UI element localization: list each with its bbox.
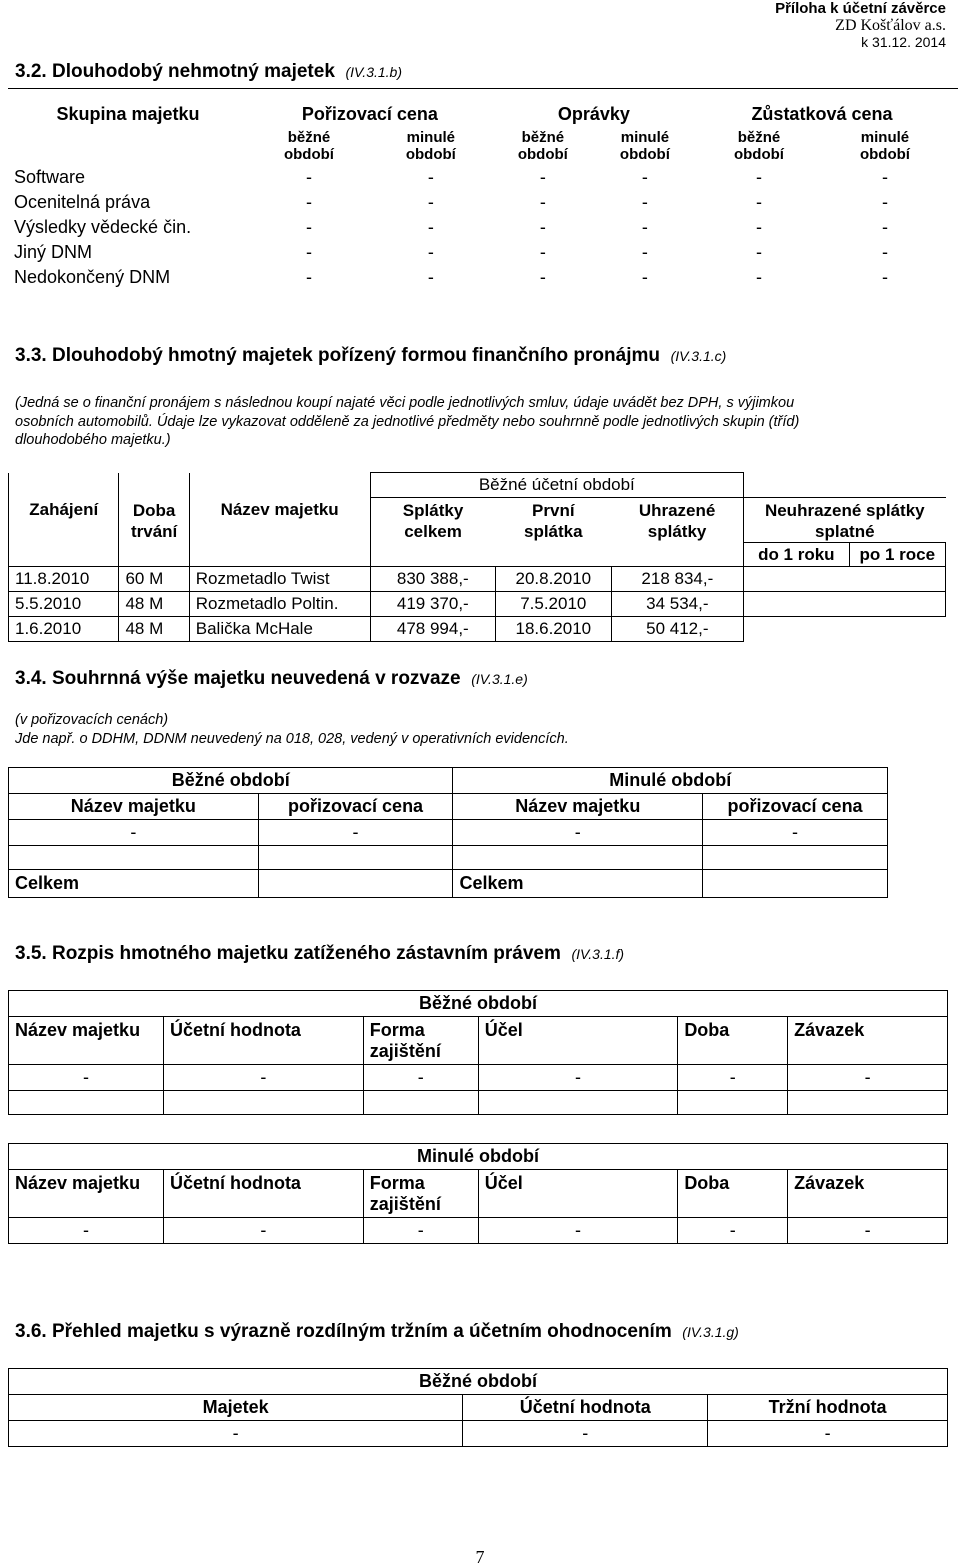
note-line: Jde např. o DDHM, DDNM neuvedený na 018, 028, vedený v operativních evidencích. — [15, 730, 569, 747]
table-row — [9, 1065, 948, 1091]
header-title: Příloha k účetní závěrce — [775, 0, 946, 17]
page-number: 7 — [475, 1547, 485, 1567]
table-cell: splatné — [815, 522, 875, 541]
pledged-current-table — [8, 990, 948, 1115]
table-row — [8, 165, 948, 190]
table-cell — [9, 1091, 164, 1115]
table-cell: - — [478, 1065, 678, 1091]
sub-prev — [370, 127, 492, 165]
table-cell: 50 412,- — [611, 617, 744, 642]
table-cell: Jiný DNM — [14, 242, 93, 262]
period-previous: Minulé období — [9, 1144, 948, 1170]
sub-cur — [492, 127, 594, 165]
table-cell: Rozmetadlo Twist — [189, 567, 370, 592]
table-cell — [9, 473, 119, 498]
table-cell: Nedokončený DNM — [14, 267, 171, 287]
table-row — [8, 215, 948, 240]
table-cell: - — [9, 820, 259, 846]
table-cell: - — [539, 267, 546, 287]
table-cell: - — [641, 192, 648, 212]
table-cell: běžné — [737, 129, 781, 146]
table-row — [9, 1369, 948, 1395]
table-cell: - — [788, 1218, 948, 1244]
section-3-2-title — [15, 61, 402, 83]
period-current: Běžné období — [9, 991, 948, 1017]
table-cell: minulé — [406, 129, 456, 146]
table-cell: - — [539, 192, 546, 212]
table-cell — [453, 846, 703, 870]
table-cell: celkem — [404, 522, 462, 541]
col-name: Název majetku — [189, 498, 370, 543]
table-cell: 20.8.2010 — [496, 567, 611, 592]
table-cell — [478, 1091, 678, 1115]
section-3-3-note — [15, 394, 945, 450]
col-duration — [119, 498, 189, 543]
intangible-assets-table — [8, 102, 948, 290]
table-cell — [678, 1091, 788, 1115]
col-cost: Pořizovací cena — [301, 104, 438, 124]
table-cell: 7.5.2010 — [496, 592, 611, 617]
table-cell: - — [703, 820, 888, 846]
header-date: k 31.12. 2014 — [861, 34, 946, 50]
table-cell: 478 994,- — [370, 617, 496, 642]
table-cell: - — [453, 820, 703, 846]
section-ref: (IV.3.1.f) — [571, 946, 625, 962]
table-cell — [189, 543, 370, 567]
table-row — [9, 543, 946, 567]
table-cell: - — [427, 217, 434, 237]
table-cell: Splátky — [402, 501, 464, 520]
table-row — [8, 265, 948, 290]
col-form — [363, 1017, 478, 1065]
table-row — [9, 1421, 948, 1447]
total-label: Celkem — [9, 870, 259, 898]
table-cell: - — [305, 192, 312, 212]
table-cell: Ocenitelná práva — [14, 192, 151, 212]
col-paid — [611, 498, 744, 543]
col-name: Název majetku — [9, 1017, 164, 1065]
table-cell — [703, 870, 888, 898]
table-cell: období — [405, 146, 456, 163]
table-cell: - — [641, 217, 648, 237]
table-cell: - — [755, 267, 762, 287]
table-cell: splátka — [524, 522, 583, 541]
col-cost: pořizovací cena — [703, 794, 888, 820]
market-value-table — [8, 1368, 948, 1447]
table-cell: - — [305, 242, 312, 262]
table-cell: - — [881, 192, 888, 212]
table-cell: Balička McHale — [189, 617, 370, 642]
table-cell: - — [305, 267, 312, 287]
section-ref: (IV.3.1.b) — [345, 64, 402, 80]
table-cell: - — [305, 217, 312, 237]
table-cell — [703, 846, 888, 870]
table-row — [9, 473, 946, 498]
col-market-value: Tržní hodnota — [708, 1395, 948, 1421]
table-cell: - — [881, 167, 888, 187]
table-cell: Uhrazené — [638, 501, 716, 520]
table-cell: - — [9, 1421, 463, 1447]
table-cell: - — [9, 1218, 164, 1244]
table-cell: - — [755, 242, 762, 262]
table-cell — [496, 543, 611, 567]
table-row — [9, 567, 946, 592]
table-cell — [744, 473, 849, 498]
col-after-year: po 1 roce — [849, 543, 945, 567]
col-start: Zahájení — [9, 498, 119, 543]
table-cell — [849, 567, 945, 592]
table-cell: Doba — [132, 500, 176, 520]
col-duration: Doba — [678, 1170, 788, 1218]
sub-cur — [248, 127, 370, 165]
table-cell: - — [881, 267, 888, 287]
col-unpaid — [744, 498, 946, 543]
table-cell — [788, 1091, 948, 1115]
note-line: dlouhodobého majetku.) — [15, 432, 171, 448]
col-duration: Doba — [678, 1017, 788, 1065]
table-cell: Rozmetadlo Poltin. — [189, 592, 370, 617]
table-cell — [119, 473, 189, 498]
table-cell: - — [881, 217, 888, 237]
table-cell: - — [163, 1218, 363, 1244]
section-3-6-title — [15, 1321, 739, 1343]
period-current: Běžné období — [9, 1369, 948, 1395]
table-cell: 830 388,- — [370, 567, 496, 592]
table-row — [9, 794, 888, 820]
col-first — [496, 498, 611, 543]
table-cell — [258, 846, 453, 870]
table-cell: - — [755, 167, 762, 187]
off-balance-table — [8, 767, 888, 898]
section-title-text: 3.3. Dlouhodobý hmotný majetek pořízený formou finančního pronájmu — [15, 345, 660, 366]
table-cell: - — [363, 1218, 478, 1244]
table-cell: 34 534,- — [611, 592, 744, 617]
sub-cur — [696, 127, 822, 165]
table-cell: - — [427, 167, 434, 187]
section-title-text: 3.2. Dlouhodobý nehmotný majetek — [15, 61, 335, 82]
table-cell — [189, 473, 370, 498]
col-book-value: Účetní hodnota — [163, 1017, 363, 1065]
total-label: Celkem — [453, 870, 703, 898]
table-cell: zajištění — [369, 1041, 441, 1061]
table-cell — [163, 1091, 363, 1115]
table-cell: 11.8.2010 — [9, 567, 119, 592]
note-line: (v pořizovacích cenách) — [15, 712, 169, 728]
table-cell: - — [539, 167, 546, 187]
table-cell: - — [708, 1421, 948, 1447]
table-cell: minulé — [860, 129, 910, 146]
table-cell: - — [755, 217, 762, 237]
table-cell: Software — [14, 167, 86, 187]
sub-prev — [594, 127, 696, 165]
table-cell: splátky — [647, 522, 707, 541]
note-line: (Jedná se o finanční pronájem s následnou koupí najaté věci podle jednotlivých smluv, údaje uvádět bez DPH, s výjimkou — [15, 395, 795, 411]
table-cell: 18.6.2010 — [496, 617, 611, 642]
table-row — [9, 592, 946, 617]
section-title-text: 3.5. Rozpis hmotného majetku zatíženého zástavním právem — [15, 943, 561, 964]
table-cell: 218 834,- — [611, 567, 744, 592]
table-cell: Neuhrazené splátky — [764, 501, 925, 520]
section-title-text: 3.4. Souhrnná výše majetku neuvedená v rozvaze — [15, 668, 461, 689]
table-cell: období — [517, 146, 568, 163]
divider — [8, 88, 958, 89]
table-row — [9, 1170, 948, 1218]
col-name: Název majetku — [9, 1170, 164, 1218]
table-cell: 60 M — [119, 567, 189, 592]
table-cell: - — [755, 192, 762, 212]
col-purpose: Účel — [478, 1017, 678, 1065]
table-cell — [9, 846, 259, 870]
table-cell: - — [363, 1065, 478, 1091]
table-cell: - — [427, 192, 434, 212]
col-cost: pořizovací cena — [258, 794, 453, 820]
table-cell: 1.6.2010 — [9, 617, 119, 642]
table-cell: 48 M — [119, 617, 189, 642]
section-ref: (IV.3.1.c) — [670, 348, 727, 364]
table-cell: období — [859, 146, 910, 163]
section-3-4-title — [15, 668, 528, 690]
table-cell: - — [788, 1065, 948, 1091]
table-row — [8, 240, 948, 265]
table-cell: - — [881, 242, 888, 262]
period-previous: Minulé období — [453, 768, 888, 794]
table-cell: První — [532, 501, 575, 520]
table-row — [9, 991, 948, 1017]
section-ref: (IV.3.1.e) — [471, 671, 528, 687]
table-row — [8, 190, 948, 215]
table-cell — [744, 567, 849, 592]
table-cell — [363, 1091, 478, 1115]
table-cell: Výsledky vědecké čin. — [14, 217, 192, 237]
table-cell: - — [678, 1218, 788, 1244]
section-title-text: 3.6. Přehled majetku s výrazně rozdílným tržním a účetním ohodnocením — [15, 1321, 672, 1342]
table-cell — [611, 543, 744, 567]
table-cell: trvání — [130, 521, 178, 541]
section-3-5-title — [15, 943, 624, 965]
col-liability: Závazek — [788, 1017, 948, 1065]
table-cell: - — [9, 1065, 164, 1091]
table-cell: 419 370,- — [370, 592, 496, 617]
table-cell — [9, 543, 119, 567]
header-company: ZD Košťálov a.s. — [835, 17, 946, 34]
col-group: Skupina majetku — [56, 104, 200, 124]
table-cell — [849, 592, 945, 617]
section-3-3-title — [15, 345, 726, 367]
table-cell: Forma — [369, 1173, 425, 1193]
section-ref: (IV.3.1.g) — [682, 1324, 739, 1340]
table-row — [9, 846, 888, 870]
table-cell: 48 M — [119, 592, 189, 617]
table-cell: běžné — [287, 129, 331, 146]
table-row — [9, 1218, 948, 1244]
document-header — [775, 0, 946, 51]
col-asset: Majetek — [9, 1395, 463, 1421]
col-name: Název majetku — [453, 794, 703, 820]
col-residual: Zůstatková cena — [751, 104, 893, 124]
table-cell: - — [463, 1421, 708, 1447]
table-cell — [849, 473, 945, 498]
col-book-value: Účetní hodnota — [463, 1395, 708, 1421]
table-cell: - — [539, 217, 546, 237]
table-row — [9, 1017, 948, 1065]
sub-prev — [822, 127, 948, 165]
table-cell — [744, 617, 849, 642]
table-cell: - — [163, 1065, 363, 1091]
table-cell: - — [641, 167, 648, 187]
table-cell: - — [478, 1218, 678, 1244]
table-cell: - — [258, 820, 453, 846]
table-cell — [744, 592, 849, 617]
col-liability: Závazek — [788, 1170, 948, 1218]
table-cell: běžné — [521, 129, 565, 146]
col-name: Název majetku — [9, 794, 259, 820]
table-cell: - — [539, 242, 546, 262]
total-row — [9, 870, 888, 898]
table-cell — [119, 543, 189, 567]
table-cell: - — [641, 242, 648, 262]
table-row — [9, 820, 888, 846]
table-row — [9, 1395, 948, 1421]
table-cell — [849, 617, 945, 642]
table-cell: - — [641, 267, 648, 287]
period-header: Běžné účetní období — [370, 473, 744, 498]
table-row — [8, 102, 948, 127]
leasing-table — [8, 472, 946, 642]
table-cell: - — [427, 242, 434, 262]
table-row — [9, 1144, 948, 1170]
table-row — [9, 768, 888, 794]
table-cell: 5.5.2010 — [9, 592, 119, 617]
section-3-4-note — [15, 711, 569, 748]
pledged-previous-table — [8, 1143, 948, 1244]
period-current: Běžné období — [9, 768, 453, 794]
table-cell: období — [733, 146, 784, 163]
table-row — [9, 1091, 948, 1115]
col-purpose: Účel — [478, 1170, 678, 1218]
table-cell: období — [619, 146, 670, 163]
col-form — [363, 1170, 478, 1218]
col-depr: Oprávky — [557, 104, 630, 124]
note-line: osobních automobilů. Údaje lze vykazovat odděleně za jednotlivé předměty nebo souhrnně podle jednotlivých skupin (tříd) — [15, 413, 800, 430]
table-cell: - — [427, 267, 434, 287]
table-cell — [8, 127, 248, 165]
table-cell: minulé — [620, 129, 670, 146]
col-within-year: do 1 roku — [744, 543, 849, 567]
col-book-value: Účetní hodnota — [163, 1170, 363, 1218]
col-total — [370, 498, 496, 543]
table-row — [8, 127, 948, 165]
table-row — [9, 617, 946, 642]
table-cell: Forma — [369, 1020, 425, 1040]
table-cell: - — [305, 167, 312, 187]
table-row — [9, 498, 946, 543]
table-cell: - — [678, 1065, 788, 1091]
table-cell: zajištění — [369, 1194, 441, 1214]
table-cell: období — [283, 146, 334, 163]
table-cell — [370, 543, 496, 567]
table-cell — [258, 870, 453, 898]
